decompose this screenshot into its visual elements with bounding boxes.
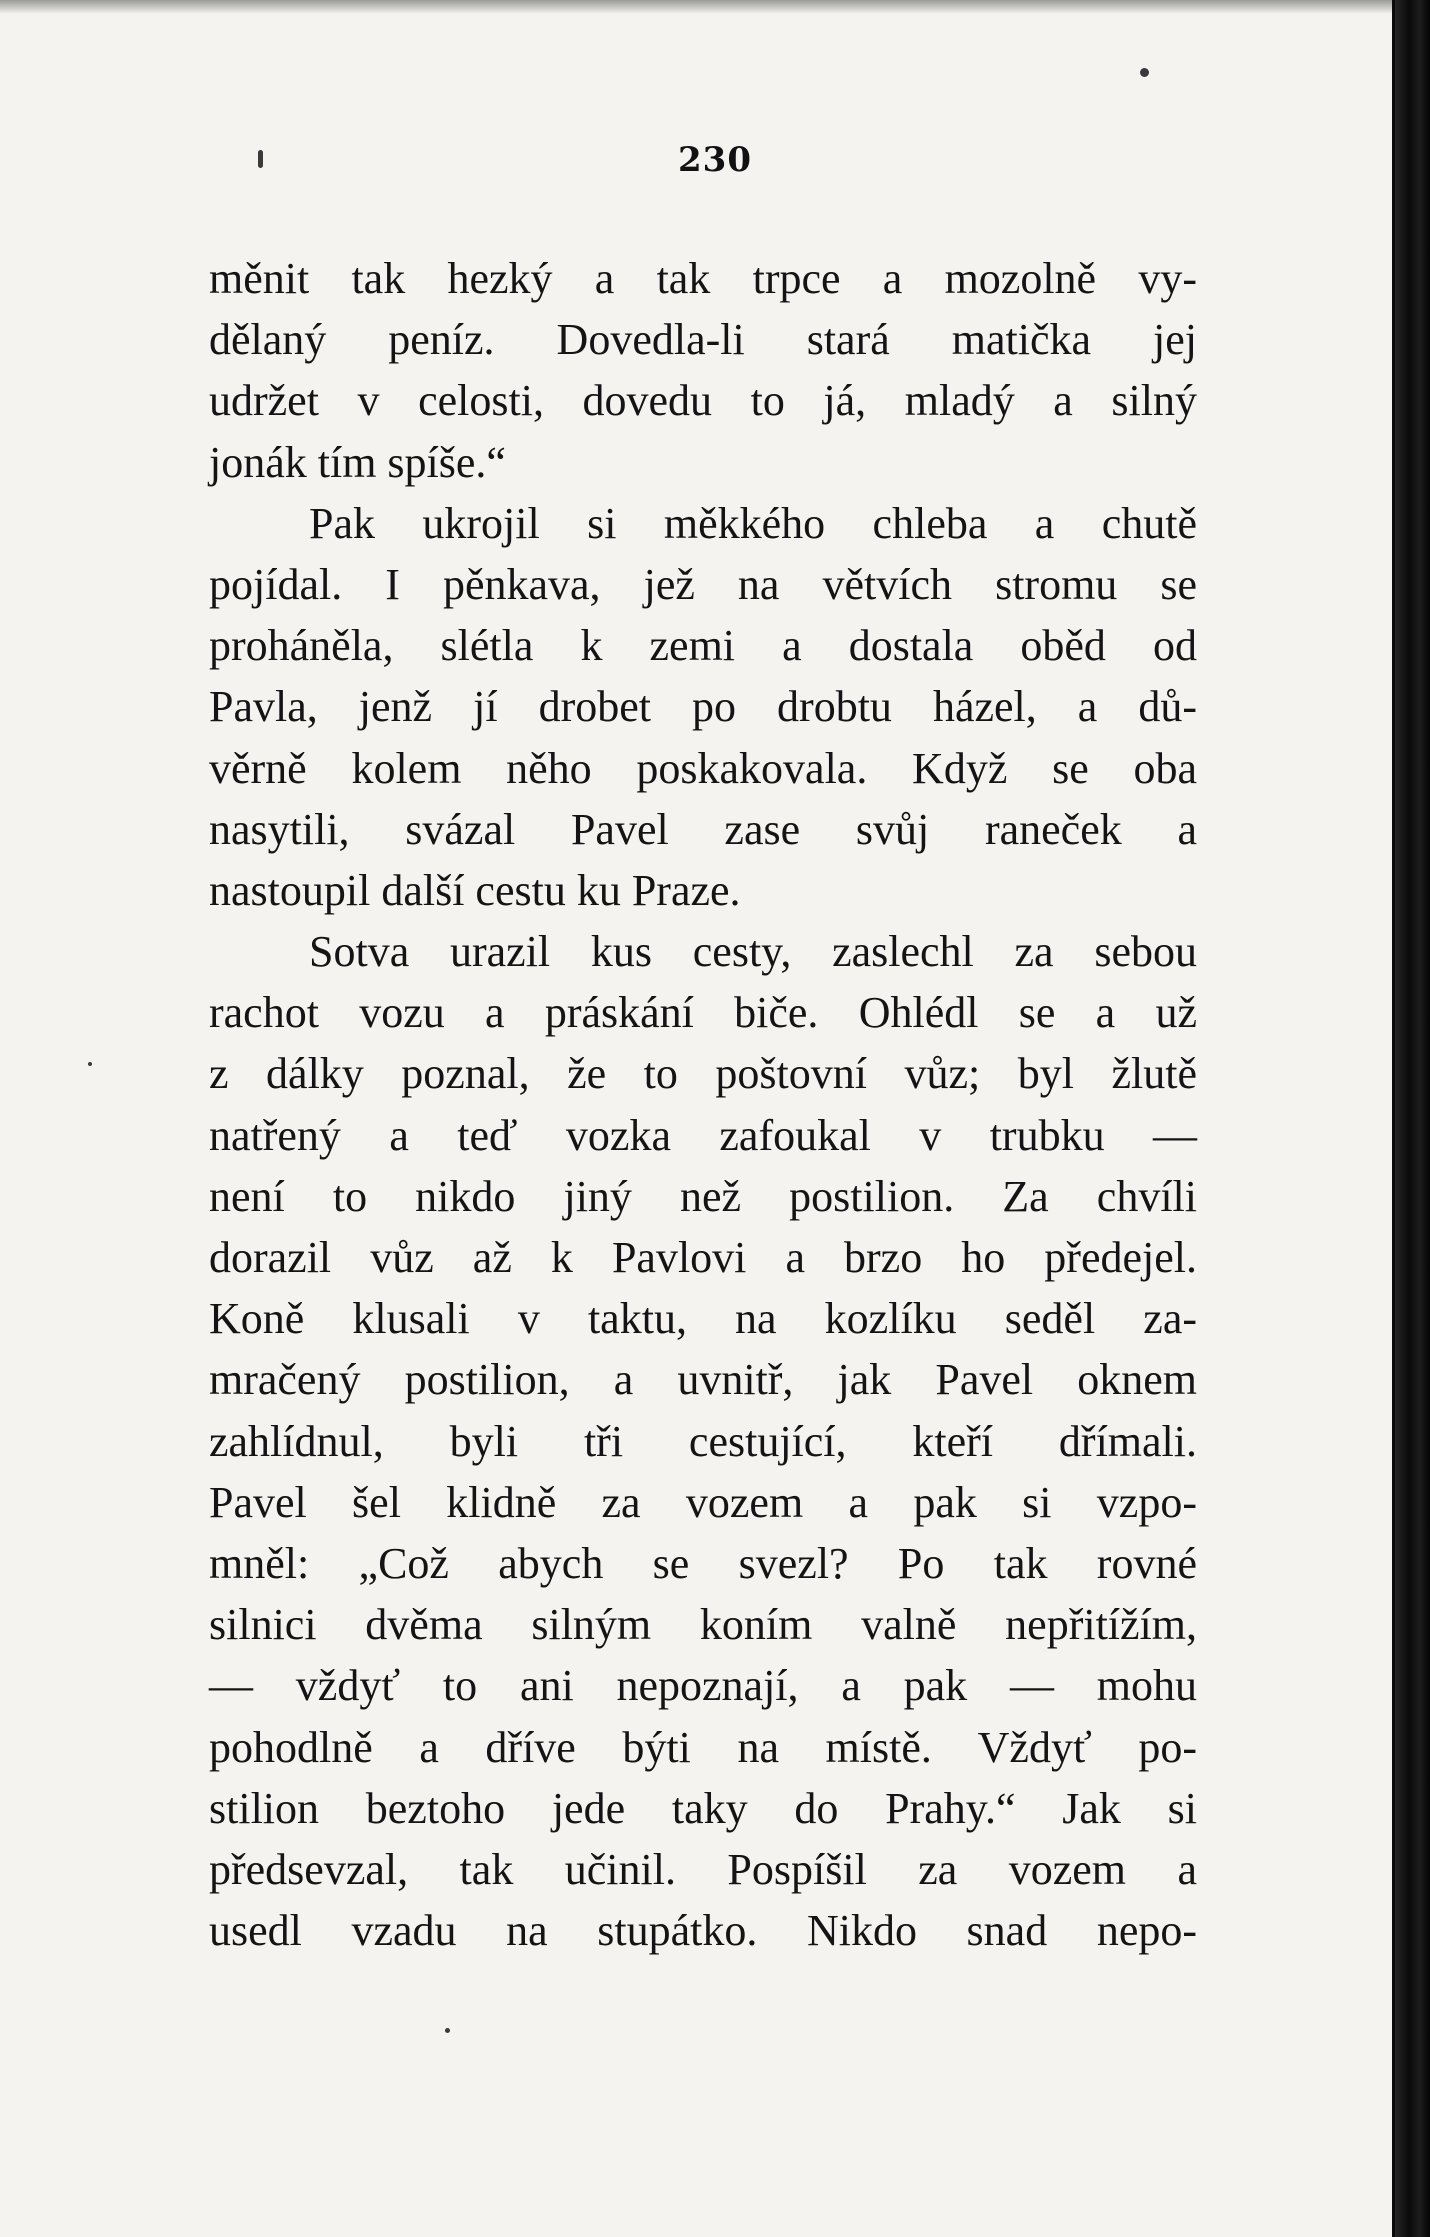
text-line: — vždyť to ani nepoznají, a pak — mohu — [209, 1661, 1197, 1711]
text-line: předsevzal, tak učinil. Pospíšil za vozem a — [209, 1844, 1197, 1894]
top-edge-shadow — [0, 0, 1392, 14]
text-line: mněl: „Což abych se svezl? Po tak rovné — [209, 1538, 1197, 1588]
text-line: Pak ukrojil si měkkého chleba a chutě — [309, 498, 1197, 548]
text-line: zahlídnul, byli tři cestující, kteří dřímali. — [209, 1416, 1197, 1466]
text-line: rachot vozu a práskání biče. Ohlédl se a už — [209, 988, 1197, 1038]
text-line: dělaný peníz. Dovedla-li stará matička jej — [209, 315, 1197, 365]
text-line: stilion beztoho jede taky do Prahy.“ Jak si — [209, 1783, 1197, 1833]
text-line: pojídal. I pěnkava, jež na větvích stromu se — [209, 559, 1197, 609]
text-line: Pavel šel klidně za vozem a pak si vzpo- — [209, 1477, 1197, 1527]
text-line: udržet v celosti, dovedu to já, mladý a silný — [209, 376, 1197, 426]
paper-speck — [88, 1062, 92, 1066]
text-line: nastoupil další cestu ku Praze. — [209, 865, 741, 915]
text-line: Pavla, jenž jí drobet po drobtu házel, a dů- — [209, 682, 1197, 732]
text-line: mračený postilion, a uvnitř, jak Pavel oknem — [209, 1355, 1197, 1405]
text-line: pohodlně a dříve býti na místě. Vždyť po- — [209, 1722, 1197, 1772]
text-line: natřený a teď vozka zafoukal v trubku — — [209, 1110, 1197, 1160]
text-line: měnit tak hezký a tak trpce a mozolně vy- — [209, 254, 1197, 303]
text-line: dorazil vůz až k Pavlovi a brzo ho předejel. — [209, 1233, 1197, 1282]
text-line: proháněla, slétla k zemi a dostala oběd od — [209, 621, 1197, 671]
text-line: silnici dvěma silným koním valně nepřitížím, — [209, 1600, 1197, 1650]
text-line: není to nikdo jiný než postilion. Za chvíli — [209, 1171, 1197, 1221]
text-line: usedl vzadu na stupátko. Nikdo snad nepo- — [209, 1906, 1197, 1956]
text-line: jonák tím spíše.“ — [209, 437, 506, 487]
page-number: 230 — [678, 140, 752, 180]
text-line: nasytili, svázal Pavel zase svůj raneček a — [209, 804, 1197, 854]
text-line: Sotva urazil kus cesty, zaslechl za sebou — [309, 927, 1197, 977]
paper-speck — [1140, 68, 1149, 77]
text-line: z dálky poznal, že to poštovní vůz; byl žlutě — [209, 1049, 1197, 1099]
text-line: Koně klusali v taktu, na kozlíku seděl za- — [209, 1294, 1197, 1344]
paper-speck — [445, 2028, 450, 2033]
book-spine-edge — [1395, 0, 1430, 2237]
body-text — [209, 248, 1197, 1961]
text-line: věrně kolem něho poskakovala. Když se oba — [209, 743, 1197, 793]
